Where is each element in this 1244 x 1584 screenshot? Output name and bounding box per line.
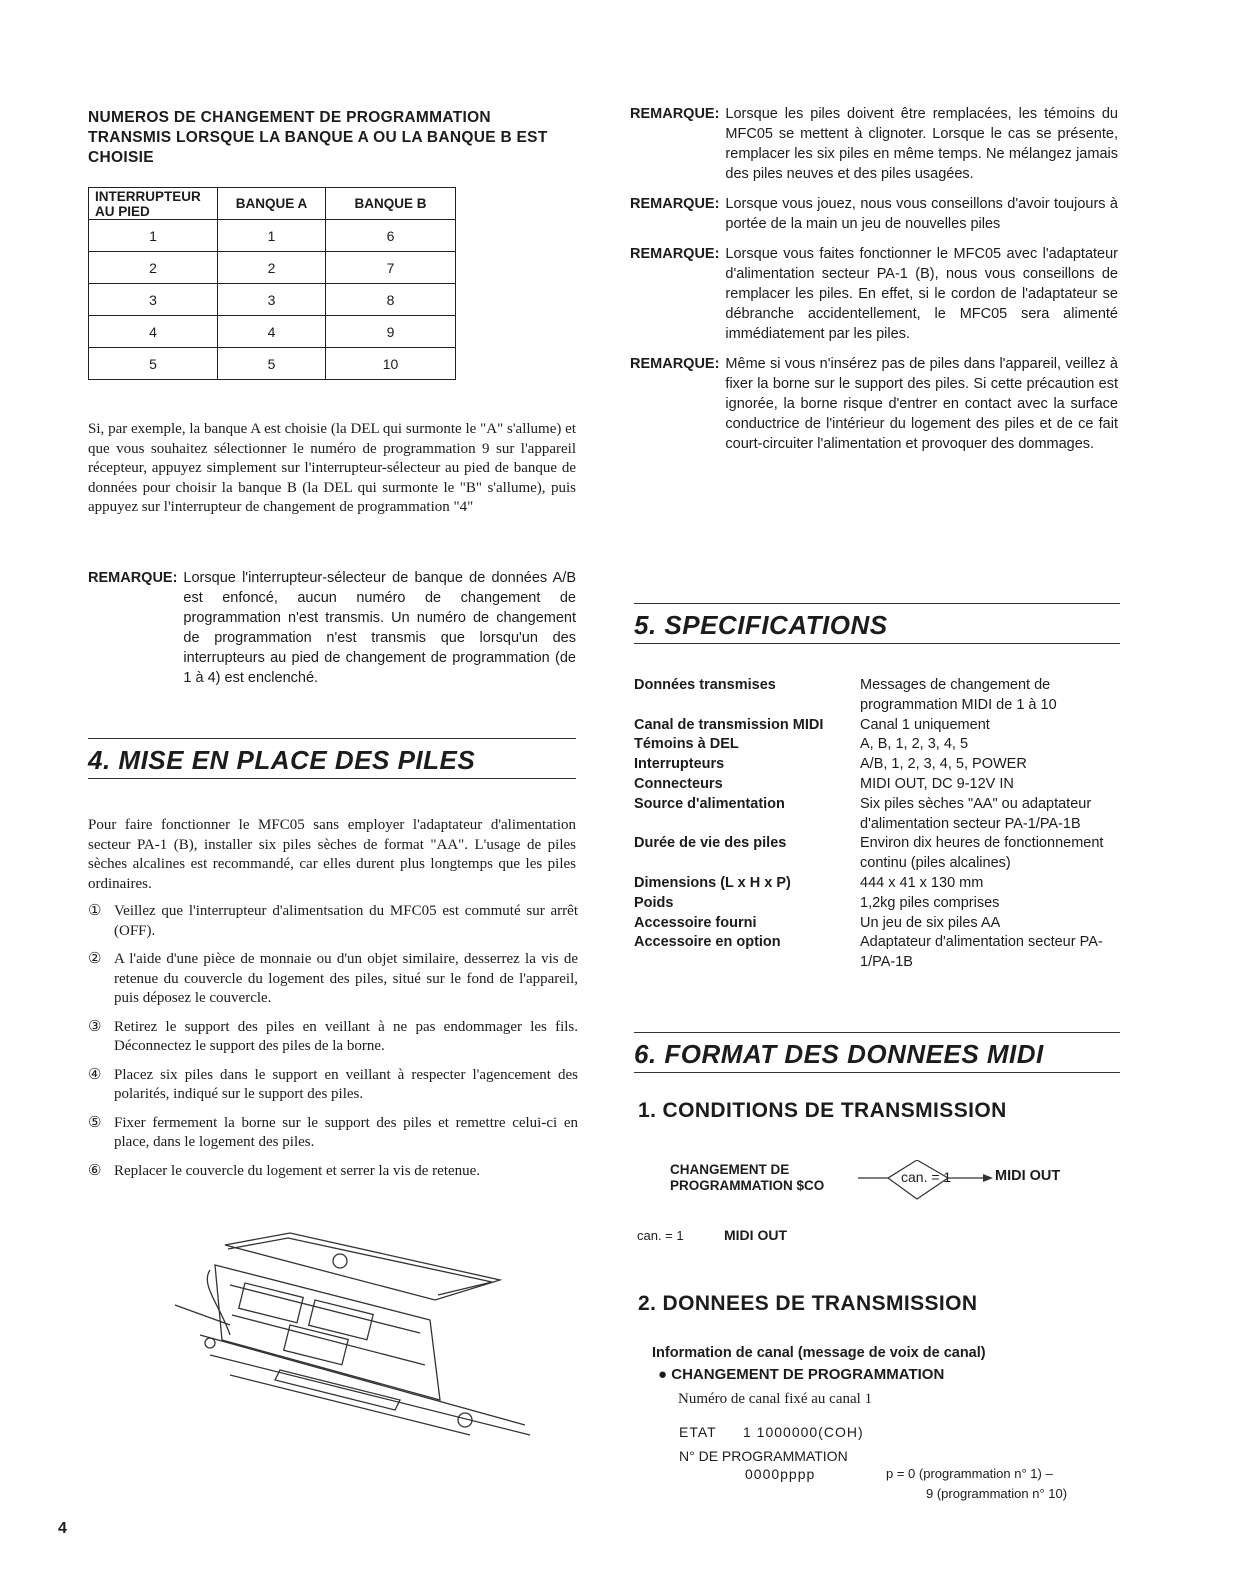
table-cell: 10 bbox=[326, 348, 456, 380]
bullet-icon: ● bbox=[658, 1366, 672, 1383]
table-row bbox=[89, 348, 456, 380]
table-row bbox=[89, 220, 456, 252]
remark-label: REMARQUE: bbox=[630, 196, 720, 212]
step-number: ② bbox=[88, 951, 102, 967]
program-range: p = 0 (programmation n° 1) – bbox=[886, 1466, 1053, 1481]
table-cell: 4 bbox=[218, 316, 326, 348]
step-list bbox=[88, 902, 578, 1190]
spec-key: Canal de transmission MIDI bbox=[634, 716, 824, 733]
spec-value: 1,2kg piles comprises bbox=[860, 894, 1000, 911]
table-cell: 4 bbox=[89, 316, 218, 348]
spec-value: Environ dix heures de fonctionnement continu (piles alcalines) bbox=[860, 835, 1104, 872]
spec-key: Interrupteurs bbox=[634, 756, 725, 773]
spec-key: Source d'alimentation bbox=[634, 795, 785, 812]
remark bbox=[630, 104, 1118, 184]
diagram-source-line: PROGRAMMATION $CO bbox=[670, 1178, 825, 1193]
section-title: 6. FORMAT DES DONNEES MIDI bbox=[634, 1032, 1120, 1073]
remark-label: REMARQUE: bbox=[630, 356, 720, 372]
remark-label: REMARQUE: bbox=[88, 570, 178, 586]
etat-value: 1 1000000(COH) bbox=[743, 1424, 864, 1440]
bullet-item bbox=[658, 1366, 944, 1383]
diagram-condition: can. = 1 bbox=[901, 1169, 952, 1185]
step-text: A l'aide d'une pièce de monnaie ou d'un objet similaire, desserrez la vis de retenue du couvercle du logement des piles, situé sur le fond de l'appareil, puis déposez le couvercle. bbox=[114, 951, 578, 1006]
remark bbox=[630, 194, 1118, 234]
spec-key: Accessoire en option bbox=[634, 934, 781, 951]
spec-value: Messages de changement de programmation MIDI de 1 à 10 bbox=[860, 677, 1057, 713]
diagram-source-line: CHANGEMENT DE bbox=[670, 1162, 790, 1177]
program-number-value: 0000pppp bbox=[745, 1466, 816, 1482]
table-cell: 6 bbox=[326, 220, 456, 252]
spec-key: Témoins à DEL bbox=[634, 736, 739, 753]
remark bbox=[88, 568, 576, 688]
subsection-title: 1. CONDITIONS DE TRANSMISSION bbox=[638, 1099, 1007, 1122]
remark-text: Lorsque les piles doivent être remplacées, les témoins du MFC05 se mettent à clignoter. Lorsque le cas se présente, remplacer les six piles en même temps. Ne mélangez jamais des piles neuves et des piles usagées. bbox=[725, 106, 1118, 182]
table-cell: 1 bbox=[89, 220, 218, 252]
arrow-icon bbox=[983, 1174, 993, 1182]
legend-destination: MIDI OUT bbox=[724, 1227, 787, 1243]
spec-value: 444 x 41 x 130 mm bbox=[860, 874, 984, 891]
list-item bbox=[88, 902, 578, 941]
spec-key: Dimensions (L x H x P) bbox=[634, 874, 791, 891]
step-number: ③ bbox=[88, 1018, 102, 1035]
step-number: ④ bbox=[88, 1066, 102, 1083]
page-number: 4 bbox=[58, 1520, 67, 1537]
table-cell: 5 bbox=[218, 348, 326, 380]
spec-key: Accessoire fourni bbox=[634, 914, 757, 931]
remark-label: REMARQUE: bbox=[630, 106, 720, 122]
list-item bbox=[88, 1162, 578, 1182]
spec-value: A/B, 1, 2, 3, 4, 5, POWER bbox=[860, 756, 1027, 773]
table-cell: 9 bbox=[326, 316, 456, 348]
subsection-title: 2. DONNEES DE TRANSMISSION bbox=[638, 1292, 978, 1315]
table-cell: 8 bbox=[326, 284, 456, 316]
table-cell: 1 bbox=[218, 220, 326, 252]
remark-text: Même si vous n'insérez pas de piles dans l'appareil, veillez à fixer la borne sur le support des piles. Si cette précaution est ignorée, la borne risque d'entrer en contact avec la surface conductrice de l'intérieur du logement des piles et de ce fait court-circuiter l'alimentation et provoquer des dommages. bbox=[725, 356, 1118, 452]
table-cell: 2 bbox=[89, 252, 218, 284]
spec-key: Données transmises bbox=[634, 677, 776, 693]
remark-text: Lorsque l'interrupteur-sélecteur de banque de données A/B est enfoncé, aucun numéro de changement de programmation n'est transmis. Un numéro de changement de programmation n'est transmis que lorsqu'un des interrupteurs au pied de changement de programmation (de 1 à 4) est enclenché. bbox=[183, 570, 576, 686]
legend-condition: can. = 1 bbox=[637, 1228, 684, 1243]
channel-info: Information de canal (message de voix de canal) bbox=[652, 1345, 986, 1361]
program-range: 9 (programmation n° 10) bbox=[926, 1486, 1068, 1501]
diagram-destination: MIDI OUT bbox=[995, 1168, 1061, 1184]
list-item bbox=[88, 1066, 578, 1105]
spec-value: Six piles sèches "AA" ou adaptateur d'alimentation secteur PA-1/PA-1B bbox=[860, 795, 1092, 832]
remark bbox=[630, 354, 1118, 454]
fixed-channel-text: Numéro de canal fixé au canal 1 bbox=[678, 1391, 873, 1407]
table-cell: 5 bbox=[89, 348, 218, 380]
table-cell: 7 bbox=[326, 252, 456, 284]
remark-text: Lorsque vous faites fonctionner le MFC05 avec l'adaptateur d'alimentation secteur PA-1 (B), nous vous conseillons de remplacer les piles. En effet, si le cordon de l'adaptateur se débranche accidentellement, le MFC05 sera alimenté immédiatement par les piles. bbox=[725, 246, 1118, 342]
list-item bbox=[88, 1114, 578, 1153]
diagram-source bbox=[670, 1162, 824, 1194]
step-number: ① bbox=[88, 903, 102, 919]
program-number-table bbox=[88, 187, 456, 380]
spec-key: Poids bbox=[634, 894, 674, 911]
step-text: Replacer le couvercle du logement et serrer la vis de retenue. bbox=[114, 1162, 481, 1179]
remarks-list bbox=[630, 104, 1118, 464]
list-item bbox=[88, 950, 578, 1009]
program-number-label: N° DE PROGRAMMATION bbox=[679, 1448, 848, 1464]
example-paragraph: Si, par exemple, la banque A est choisie (la DEL qui surmonte le "A" s'allume) et que vous souhaitez sélectionner le numéro de programmation 9 sur l'appareil récepteur, appuyez simplement sur l'interrupteur-sélecteur au pied de banque de données pour choisir la banque B (la DEL qui surmonte le "B" s'allume), puis appuyez sur l'interrupteur de changement de programmation "4" bbox=[88, 421, 576, 515]
table-cell: 3 bbox=[89, 284, 218, 316]
spec-value: Un jeu de six piles AA bbox=[860, 914, 1001, 931]
table-cell: 3 bbox=[218, 284, 326, 316]
specifications-table bbox=[634, 676, 1122, 973]
step-number: ⑥ bbox=[88, 1162, 102, 1179]
spec-value: MIDI OUT, DC 9-12V IN bbox=[860, 775, 1014, 792]
step-number: ⑤ bbox=[88, 1114, 102, 1131]
remark-label: REMARQUE: bbox=[630, 246, 720, 262]
table-row bbox=[89, 252, 456, 284]
spec-value: Canal 1 uniquement bbox=[860, 716, 990, 733]
table-row bbox=[89, 284, 456, 316]
spec-value: Adaptateur d'alimentation secteur PA-1/PA-1B bbox=[860, 934, 1103, 971]
step-text: Veillez que l'interrupteur d'alimentsation du MFC05 est commuté sur arrêt (OFF). bbox=[114, 903, 578, 939]
remark-text: Lorsque vous jouez, nous vous conseillons d'avoir toujours à portée de la main un jeu de nouvelles piles bbox=[725, 196, 1118, 232]
step-text: Retirez le support des piles en veillant à ne pas endommager les fils. Déconnectez le support des piles de la borne. bbox=[114, 1018, 578, 1054]
table-header-row bbox=[89, 188, 456, 220]
step-text: Placez six piles dans le support en veillant à respecter l'agencement des polarités, indiqué sur le support des piles. bbox=[114, 1066, 578, 1102]
battery-compartment-illustration bbox=[170, 1225, 540, 1440]
etat-label: ETAT bbox=[679, 1424, 717, 1440]
column-header: BANQUE A bbox=[218, 188, 326, 220]
step-text: Fixer fermement la borne sur le support des piles et remettre celui-ci en place, dans le logement des piles. bbox=[114, 1114, 578, 1150]
table-cell: 2 bbox=[218, 252, 326, 284]
remark bbox=[630, 244, 1118, 344]
spec-key: Connecteurs bbox=[634, 775, 723, 792]
column-header: BANQUE B bbox=[326, 188, 456, 220]
list-item bbox=[88, 1018, 578, 1057]
section-title: 5. SPECIFICATIONS bbox=[634, 603, 1120, 644]
bullet-text: CHANGEMENT DE PROGRAMMATION bbox=[671, 1366, 945, 1383]
table-heading: NUMEROS DE CHANGEMENT DE PROGRAMMATION TRANSMIS LORSQUE LA BANQUE A OU LA BANQUE B EST CHOISIE bbox=[88, 109, 548, 166]
spec-value: A, B, 1, 2, 3, 4, 5 bbox=[860, 736, 969, 753]
table-row bbox=[89, 316, 456, 348]
column-header: INTERRUPTEUR AU PIED bbox=[89, 188, 218, 220]
spec-key: Durée de vie des piles bbox=[634, 835, 787, 852]
section-title: 4. MISE EN PLACE DES PILES bbox=[88, 738, 576, 779]
section-intro: Pour faire fonctionner le MFC05 sans employer l'adaptateur d'alimentation secteur PA-1 (B), installer six piles sèches de format "AA". L'usage de piles sèches alcalines est recommandé, car elles durent plus longtemps que les piles ordinaires. bbox=[88, 817, 576, 892]
